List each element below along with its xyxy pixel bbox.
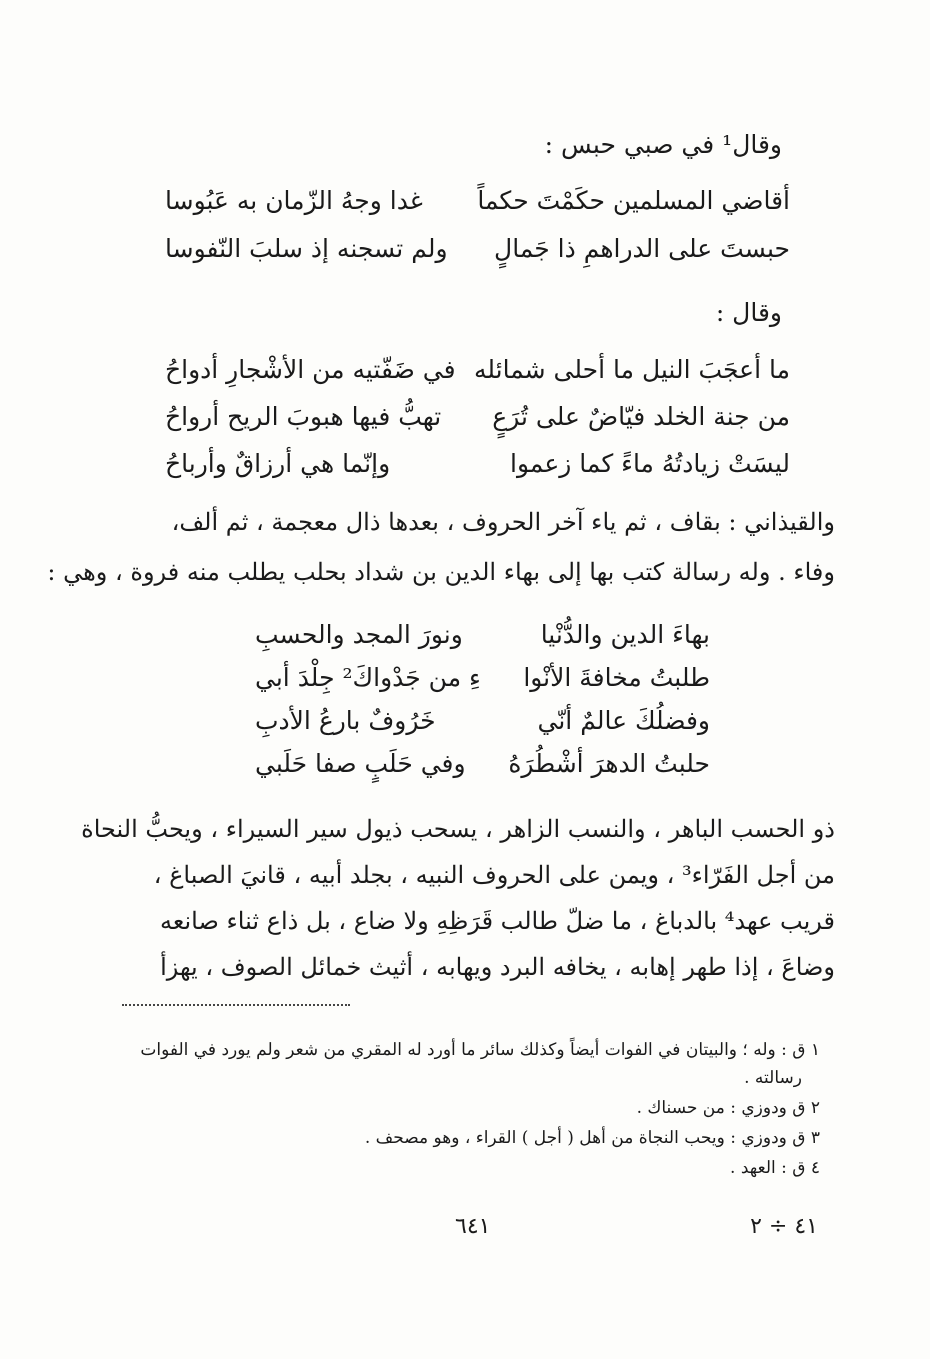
verse-line bbox=[165, 355, 790, 395]
first-hemistich: بهاءَ الدين والدُّنْيا bbox=[540, 620, 710, 649]
paragraph-1-line: والقيذاني : بقاف ، ثم ياء آخر الحروف ، بعدها ذال معجمة ، ثم ألف، bbox=[171, 508, 835, 536]
second-hemistich: ولم تسجنه إذ سلبَ النّفوسا bbox=[165, 234, 448, 263]
second-hemistich: وفي حَلَبٍ صفا حَلَبي bbox=[255, 749, 466, 778]
paragraph-2 bbox=[81, 815, 835, 995]
verse-line bbox=[255, 663, 710, 703]
footnote-1-continued: رسالته . bbox=[744, 1068, 802, 1088]
paragraph-2-line: وضاعَ ، إذا طهر إهابه ، يخافه البرد ويهابه ، أثيث خمائل الصوف ، يهزأ bbox=[160, 953, 835, 981]
second-hemistich: في ضَفّتيه من الأشْجارِ أدواحُ bbox=[165, 355, 456, 384]
first-hemistich: وفضلُكَ عالمٌ أنّي bbox=[537, 706, 710, 735]
verse-line bbox=[165, 402, 790, 442]
paragraph-1-line: وفاء . وله رسالة كتب بها إلى بهاء الدين بن شداد بحلب يطلب منه فروة ، وهي : bbox=[47, 558, 835, 586]
footnote-3: ٣ ق ودوزي : ويحب النجاة من أهل ( أجل ) القراء ، وهو مصحف . bbox=[364, 1128, 820, 1148]
first-hemistich: من جنة الخلد فيّاضٌ على تُرَعٍ bbox=[492, 402, 790, 431]
verse-line bbox=[165, 449, 790, 489]
intro-line-1: وقال¹ في صبي حبس : bbox=[544, 130, 782, 159]
first-hemistich: ليسَتْ زيادتُهُ ماءً كما زعموا bbox=[510, 449, 790, 478]
paragraph-2-line: من أجل الفَرّاء³ ، ويمن على الحروف النبيه ، بجلد أبيه ، قانيَ الصباغ ، bbox=[153, 861, 835, 889]
signature-mark: ٤١ ÷ ٢ bbox=[750, 1214, 818, 1239]
second-hemistich: غدا وجهُ الزّمان به عَبُوسا bbox=[165, 186, 423, 215]
first-hemistich: ما أعجَبَ النيل ما أحلى شمائله bbox=[473, 355, 790, 384]
first-hemistich: حبستَ على الدراهمِ ذا جَمالٍ bbox=[494, 234, 790, 263]
verse-line bbox=[255, 706, 710, 746]
footnote-1: ١ ق : وله ؛ والبيتان في الفوات أيضاً وكذلك سائر ما أورد له المقري من شعر ولم يورد في الفوات bbox=[140, 1040, 820, 1060]
second-hemistich: خَرُوفٌ بارعُ الأدبِ bbox=[255, 706, 436, 735]
footnote-separator bbox=[122, 1004, 350, 1006]
second-hemistich: ونورَ المجد والحسبِ bbox=[255, 620, 463, 649]
intro-line-2: وقال : bbox=[715, 298, 782, 327]
first-hemistich: أقاضي المسلمين حكَمْتَ حكماً bbox=[477, 186, 790, 215]
paragraph-2-line: ذو الحسب الباهر ، والنسب الزاهر ، يسحب ذيول سير السيراء ، ويحبُّ النحاة bbox=[81, 815, 835, 843]
footnote-2: ٢ ق ودوزي : من حسناك . bbox=[636, 1098, 820, 1118]
verse-line bbox=[255, 749, 710, 789]
first-hemistich: حلبتُ الدهرَ أشْطُرَهُ bbox=[508, 749, 710, 778]
paragraph-1 bbox=[47, 508, 835, 588]
verse-line bbox=[255, 620, 710, 660]
verse-line bbox=[165, 234, 790, 274]
second-hemistich: تهبُّ فيها هبوبَ الريح أرواحُ bbox=[165, 402, 442, 431]
paragraph-2-line: قريب عهد⁴ بالدباغ ، ما ضلّ طالب قَرَظِهِ ولا ضاع ، بل ذاع ثناء صانعه bbox=[160, 907, 835, 935]
page-number: ٦٤١ bbox=[455, 1214, 491, 1239]
first-hemistich: طلبتُ مخافةَ الأنْوا bbox=[523, 663, 710, 692]
second-hemistich: ءِ من جَدْواكَ² جِلْدَ أبي bbox=[255, 663, 481, 692]
verse-line bbox=[165, 186, 790, 226]
footnote-4: ٤ ق : العهد . bbox=[730, 1158, 820, 1178]
second-hemistich: وإنّما هي أرزاقٌ وأرباحُ bbox=[165, 449, 391, 478]
